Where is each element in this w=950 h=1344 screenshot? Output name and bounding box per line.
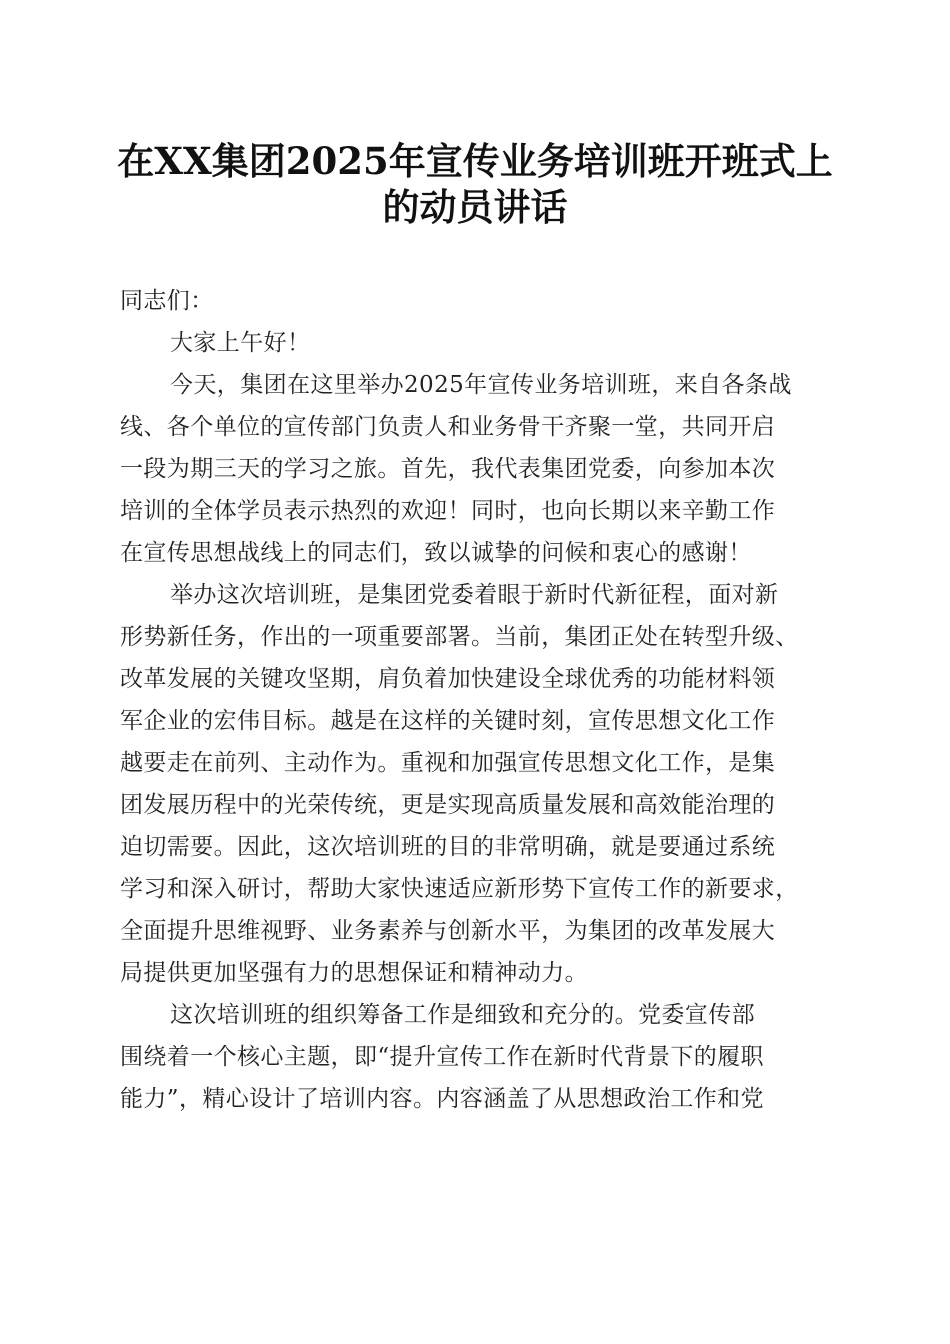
paragraph-line: 局提供更加坚强有力的思想保证和精神动力。 [120,960,588,986]
paragraph-line: 全面提升思维视野、业务素养与创新水平，为集团的改革发展大 [120,918,776,944]
paragraph-line: 围绕着一个核心主题，即“提升宣传工作在新时代背景下的履职 [120,1044,764,1070]
paragraph-line: 一段为期三天的学习之旅。首先，我代表集团党委，向参加本次 [120,456,776,482]
paragraph-line: 学习和深入研讨，帮助大家快速适应新形势下宣传工作的新要求， [120,876,799,902]
paragraph-line: 改革发展的关键攻坚期，肩负着加快建设全球优秀的功能材料领 [120,666,776,692]
document-title [110,138,840,230]
paragraph-line: 今天，集团在这里举办2025年宣传业务培训班，来自各条战 [170,372,792,398]
paragraph-line: 培训的全体学员表示热烈的欢迎！同时，也向长期以来辛勤工作 [120,498,776,524]
paragraph-greeting [120,322,836,364]
paragraph-organization [120,994,836,1120]
paragraph-line: 在宣传思想战线上的同志们，致以诚挚的问候和衷心的感谢！ [120,540,752,566]
title-line-2: 的动员讲话 [382,185,568,229]
document-body [120,280,836,1120]
paragraph-purpose [120,574,836,994]
paragraph-line: 军企业的宏伟目标。越是在这样的关键时刻，宣传思想文化工作 [120,708,776,734]
paragraph-line: 举办这次培训班，是集团党委着眼于新时代新征程，面对新 [170,582,779,608]
paragraph-opening [120,364,836,574]
paragraph-line: 能力”，精心设计了培训内容。内容涵盖了从思想政治工作和党 [120,1086,764,1112]
paragraph-line: 大家上午好！ [170,330,311,356]
paragraph-line: 这次培训班的组织筹备工作是细致和充分的。党委宣传部 [170,1002,755,1028]
title-line-1: 在XX集团2025年宣传业务培训班开班式上 [117,139,833,183]
paragraph-line: 线、各个单位的宣传部门负责人和业务骨干齐聚一堂，共同开启 [120,414,776,440]
paragraph-line: 迫切需要。因此，这次培训班的目的非常明确，就是要通过系统 [120,834,776,860]
paragraph-line: 团发展历程中的光荣传统，更是实现高质量发展和高效能治理的 [120,792,776,818]
paragraph-line: 越要走在前列、主动作为。重视和加强宣传思想文化工作，是集 [120,750,776,776]
salutation: 同志们： [120,288,214,314]
paragraph-line: 形势新任务，作出的一项重要部署。当前，集团正处在转型升级、 [120,624,799,650]
